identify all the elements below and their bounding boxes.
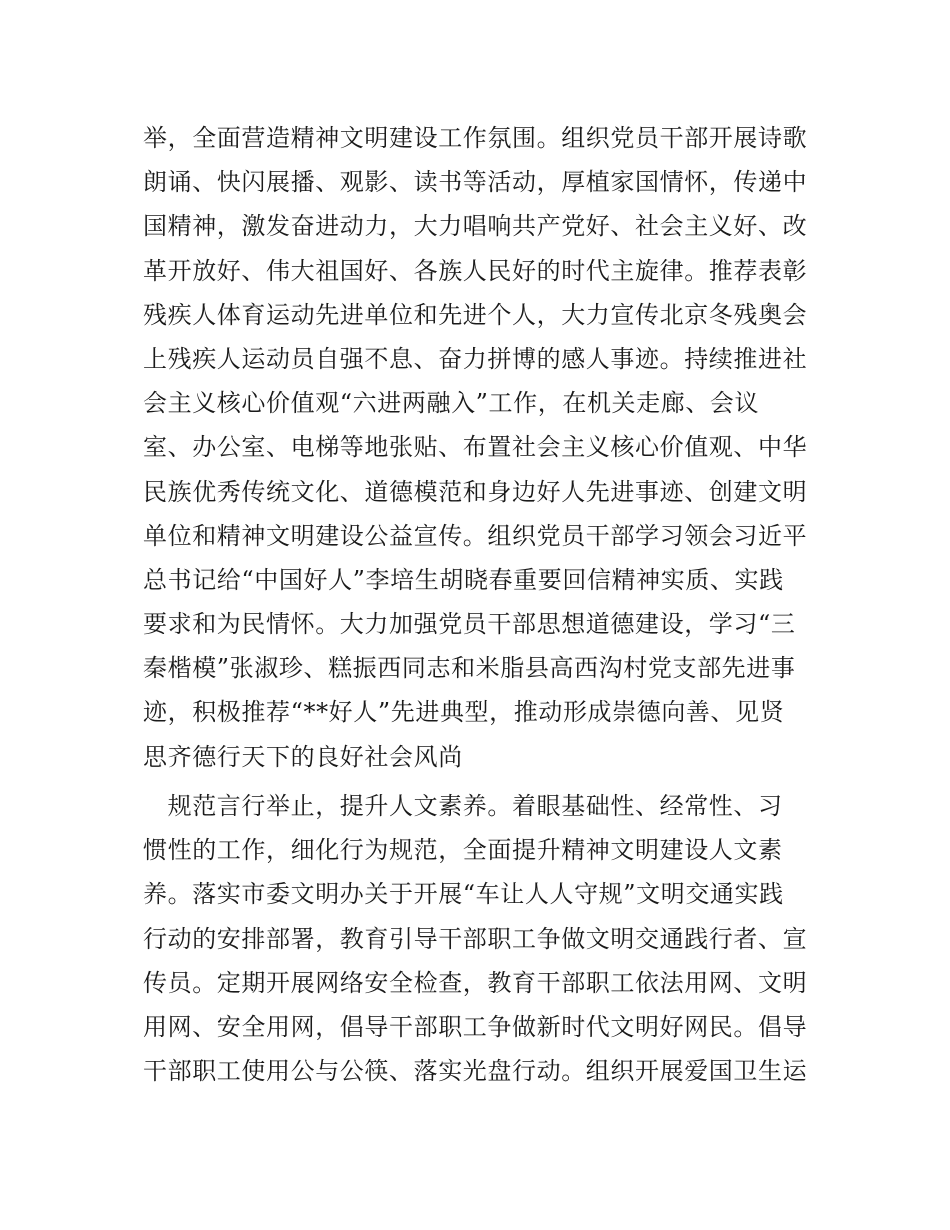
- text-line: 用网、安全用网，倡导干部职工争做新时代文明好网民。倡导: [143, 1012, 808, 1041]
- text-line: 举，全面营造精神文明建设工作氛围。组织党员干部开展诗歌: [143, 124, 808, 152]
- text-line: 朗诵、快闪展播、观影、读书等活动，厚植家国情怀，传递中: [143, 168, 808, 197]
- text-line: 养。落实市委文明办关于开展“车让人人守规”文明交通实践: [143, 880, 784, 909]
- text-line: 残疾人体育运动先进单位和先进个人，大力宣传北京冬残奥会: [143, 300, 808, 329]
- text-line: 思齐德行天下的良好社会风尚: [143, 742, 463, 771]
- text-line: 总书记给“中国好人”李培生胡晓春重要回信精神实质、实践: [143, 565, 784, 594]
- text-line: 单位和精神文明建设公益宣传。组织党员干部学习领会习近平: [143, 521, 808, 550]
- text-line: 会主义核心价值观“六进两融入”工作，在机关走廊、会议: [143, 389, 760, 418]
- paragraph-1: [143, 116, 810, 779]
- text-line: 惯性的工作，细化行为规范，全面提升精神文明建设人文素: [143, 836, 783, 865]
- text-line: 民族优秀传统文化、道德模范和身边好人先进事迹、创建文明: [143, 477, 808, 506]
- text-line: 行动的安排部署，教育引导干部职工争做文明交通践行者、宣: [143, 924, 808, 953]
- text-line: 室、办公室、电梯等地张贴、布置社会主义核心价值观、中华: [143, 433, 808, 462]
- text-line: 传员。定期开展网络安全检查，教育干部职工依法用网、文明: [143, 968, 808, 997]
- text-line: 要求和为民情怀。大力加强党员干部思想道德建设，学习“三: [143, 610, 796, 639]
- text-line: 迹，积极推荐“**好人”先进典型，推动形成崇德向善、见贤: [143, 698, 785, 727]
- text-line: 秦楷模”张淑珍、糕振西同志和米脂县高西沟村党支部先进事: [143, 654, 796, 683]
- text-line: 革开放好、伟大祖国好、各族人民好的时代主旋律。推荐表彰: [143, 256, 808, 285]
- text-line: 干部职工使用公与公筷、落实光盘行动。组织开展爱国卫生运: [143, 1057, 808, 1086]
- text-line: 国精神，激发奋进动力，大力唱响共产党好、社会主义好、改: [143, 212, 808, 241]
- text-line: 规范言行举止，提升人文素养。着眼基础性、经常性、习: [143, 792, 783, 820]
- paragraph-2: [143, 784, 810, 1093]
- text-line: 上残疾人运动员自强不息、奋力拼博的感人事迹。持续推进社: [143, 344, 808, 373]
